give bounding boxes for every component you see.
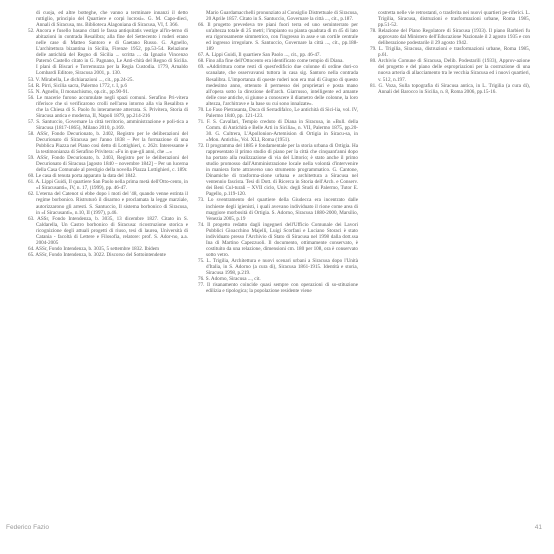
footnote: 76. S. Adorno, Siracusa ..., cit. [198,276,261,283]
footnote: 53. V. Mirabella, Le dichiarazioni ..., cit., pp.24-25. [28,76,134,83]
page-number: 41 [534,524,542,531]
footnote: 81. G. Voza, Sulla topografia di Siracusa antica, in L. Trigilia (a cura di), Annali del Barocco in Sicilia, n. 8, Roma 2006, pp.15-16. [370,82,530,95]
notes-column-left [28,10,188,258]
footnote: 67. A. Lippi Guidi, Il quartiere San Paolo ..., cit., pp. 46-47. [198,52,321,59]
footnote: 56. Le macerie furono accumulate negli spazi comuni. Serafino Pri-vitera riferisce che si verificarono crolli nell'area intorno alla via Resalibra e che la Chiesa di S. Paolo fu interamente atterrata. S. Privitera, Storia di Siracusa antica e moderna, II, Napoli 1879, pp.214-216 [28,94,188,119]
footnote: 55. N. Agnello, Il monachismo, op.cit., pp.90-91. [28,88,130,95]
footnote: 54. R. Pirri, Sicilia sacra, Palermo 1772, t. I, p.6 [28,82,127,89]
footnote: 71. F. S. Cavallari, Tempio creduto di Diana in Siracusa, in «Bull. della Comm. di Antichità e Belle Arti in Sicilia», n. VII, Palermo 1875, pp.20-30. G. Cultrera, L'Apollonion-Artemision di Ortigia in Siracu-sa, in «Mon. Antichi», Vol. XLI, Roma (1951). [198,118,358,143]
footnote: 57. S. Santuccio, Governare la città territorio, amministrazione e poli-tica a Siracusa (1817-1865), Milano 2010, p.169. [28,118,188,131]
footnote: 59. ASSr, Fondo Decurionato, b. 2403, Registro per le deliberazioni del Decurionato di Siracusa [agosto 1840 – novembre 1842] – Per un lucerna della Casa Comunale al prestigio della novella Piazza Lottighieri, c. 189r. [28,155,188,174]
footnote: 64. ASSr, Fondo Intendenza, b. 3035, 5 settembre 1832. Ibidem [28,245,160,252]
footnote: 52. Ancora e fusello basano citati le fassa antiquitatis vestige all'in-terno di abitazioni in contrada Resalibra; alla fine del Settecento i ruderi erano nelle case di Matteo Santoro e di Gaetano Russo. G. Agnello, L'architettura bizantina in Sicilia, Firenze 1952, pp.53-54. Relazione delle antichità del Regno di Sicilia ... scritta ... da Ignazio Vincenzo Paternò Castello citato in G. Pagnano, Le Anti-chità del Regno di Sicilia. I plani di Biscari e Torremuzza per la Regia Custodia. 1779, Arnaldo Lombardi Editore, Siracusa 2001, p. 130. [28,28,188,77]
page-footer [0,524,554,538]
footnote: 61. A. Lippi Guidi, Il quartiere San Paolo nella prima metà dell'Otto-cento, in «I Siracusanti», IV, n. 17, (1999), pp. 46-47. [28,179,188,192]
footnote: 74. Il progetto redatto dagli ingegneri dell'Ufficio Comunale dei Lavori Pubblici Gioacchino Majelli, Luigi Scorfani e Luciano Storaci è stato individuato presso l'Archivio di Stato di Siracusa nel 1998 dalla dott.ssa Ina di Martino Capezzuoli. Il documento, ottimamente conservato, è costituito da una relazione, dimensioni cm. 180 per 108, ora è conservato sotto vetro. [198,221,358,258]
footnote: 75. L. Trigilia, Architettura e nuovi scenari urbani a Siracusa dopo l'Unità d'Italia, in S. Adorno (a cura di), Siracusa 1861-1915. Identità e storia, Siracusa 1998, p.219. [198,257,358,277]
footnote: 73. Lo sventramento del quartiere della Giudecca era incentrato dalle inchieste degli igienisti, i quali avevano individuato il rione come area di maggiore morbosità di Ortigia. S. Adorno, Siracusa 1880-2000, Marsilio, Venezia 2005, p.19 [198,197,358,222]
footnote: 60. Le casa di tenuta porta apparato la data del 1842. [28,173,137,180]
footnote: 79. L. Trigilia, Siracusa, distruzioni e trasformazioni urbane, Roma 1985, p.61. [370,46,530,59]
footnote: 62. L'eterna del Catenot si ebbe dopo i moti del '48, quando venne estinta il regime borbonico. Ristruturò il disarmo e proclamata la legge marziale, autorizzarono gli arresti. S. Santuccio, Il sistema borbonico di Siracusa, in «I Siracusanti», n.10, II (1997), p.46. [28,191,188,216]
footnote: 69. «Addirittura come resti di quest'edificio due colonne di ordine dori-co scanalate, che osservavansi tuttora in casa sig. Santoro nella contrada Resalibra. L'importanza di queste ruderi non era mai di Giugno di questo medesimo anno, ottenuto il permesso dei proprietari e posta mano all'opera sotto la direzione dell'arch. Giarrusso, intelligente ed amante delle cose antiche, si giunse a conoscere il diametro delle colonne, la loro altezza, l'architrave e la base su cui sono innalzate». [198,64,358,107]
footnote: 77. Il risanamento coincide quasi sempre con operazioni di so-stituzione edilizia e tipologica; la popolazione residente viene [198,282,358,295]
footnote: di cuoja, ed altre botteghe, che vanno a terminare innanzi il detto ruttiglio, principio del Quartiere e corpi locrosi». G. M. Capo-dieci, Annali di Siracusa, ms. Biblioteca Alagoniana di Siracusa, VI, f. 366. [36,10,188,29]
footnote: 66. Il progetto prevedeva tre piani fuori terra ed uno seminterrato per un'altezza totale di 25 metri; l'impianto su pianta quadrata di m 45 di lato era rigorosamente simmetrico, con l'ingresso in asse e un cortile centrale ed ingresso irregolare. S. Santuccio, Governare la città ..., cit., pp.188-189 [198,22,358,53]
notes-column-right [370,10,530,95]
footer-author: Federico Fazio [6,524,49,531]
footnote: 70. Lo Faso Pietrasanta, Duca di Serradifalco, Le antichità di Sici-lia, vol. IV, Palermo 1840, pp. 121-123. [198,106,358,119]
footnote: 78. Relazione del Piano Regolatore di Siracusa (1933). Il piano Barbieri fu approvato dal Ministero dell'Educazione Nazionale il 2 agosto 1935 e con deliberazione podestarile il 29 agosto 1942. [370,28,530,47]
footnote: 58. ASSr, Fondo Decurionato, b. 2402, Registro per le deliberazioni del Decurionato di Siracusa per l'anno 1838 – Per la formazione di una Pubblica Piazza nel Piano così detto di Lottighieri, c. 262r. Interessante è la testimonianza di Serafino Privitera: «Fu in que-gli anni, che ...» [28,130,188,156]
footnote: 65. ASSr, Fondo Intendenza, b. 3022. Discorso del Sottointendente [28,251,166,258]
footnote: 63. ASSr, Fondo Intendenza, b. 3035, 13 dicembre 1827. Citato in S. Caldarella, Un Castro borbonico di Siracusa: ricostruzione storica e ricognizione degli attuali progetti di riuso, tesi di laurea, Università di Catania - facoltà di Lettere e Filosofia, relatore: prof. S. Ador-no, a.a. 2004-2005 [28,215,188,246]
footnote: 68. Fino alla fine dell'Ottocento era identificato come tempio di Diana. [198,58,344,65]
footnote: 80. Archivio Comune di Siracusa, Delib. Podestarili (1933), Approv-azione del progetto e del piano delle espropriazioni per la costruzione di una nuova arteria di allacciamento tra le vecchia Siracusa ed i nuovi quartieri, v. 512, n.197. [370,58,530,83]
footnote: Mario Guardamacchelli pronunziato al Consiglio Distrettuale di Siracusa, 20 Aprile 1857. Citato in S. Santuccio, Governare la città ..., cit., p.187. [206,10,358,23]
footnote: 72. Il programma del 1885 è fondamentale per la storia urbana di Ortigia. Ha rappresentato il primo studio di piano per la città che cinquant'anni dopo ha portato alla realizzazione di via del Littorio; è stato anche il primo studio promosso dall'Amministrazione locale nella volontà d'intervenire in maniera forte attraverso uno strumento programmatico. G. Cantone, Dinamiche di trasforma-zione urbana e architettura a Siracusa nel ventennio fascista. Tesi di Dott. di Ricerca in Storia dell'Arch. e Conserv. dei Beni Cul-turali – XVII ciclo, Univ. degli Studi di Palermo, Tutor E. Pagello, p.119-120. [198,143,358,198]
notes-column-middle [198,10,358,294]
footnote: costretta nelle vie retrostanti, o trasferita nei nuovi quartieri pe-riferici. L. Trigilia, Siracusa, distruzioni e trasformazioni urbane, Roma 1985, pp.51-52. [378,10,530,29]
